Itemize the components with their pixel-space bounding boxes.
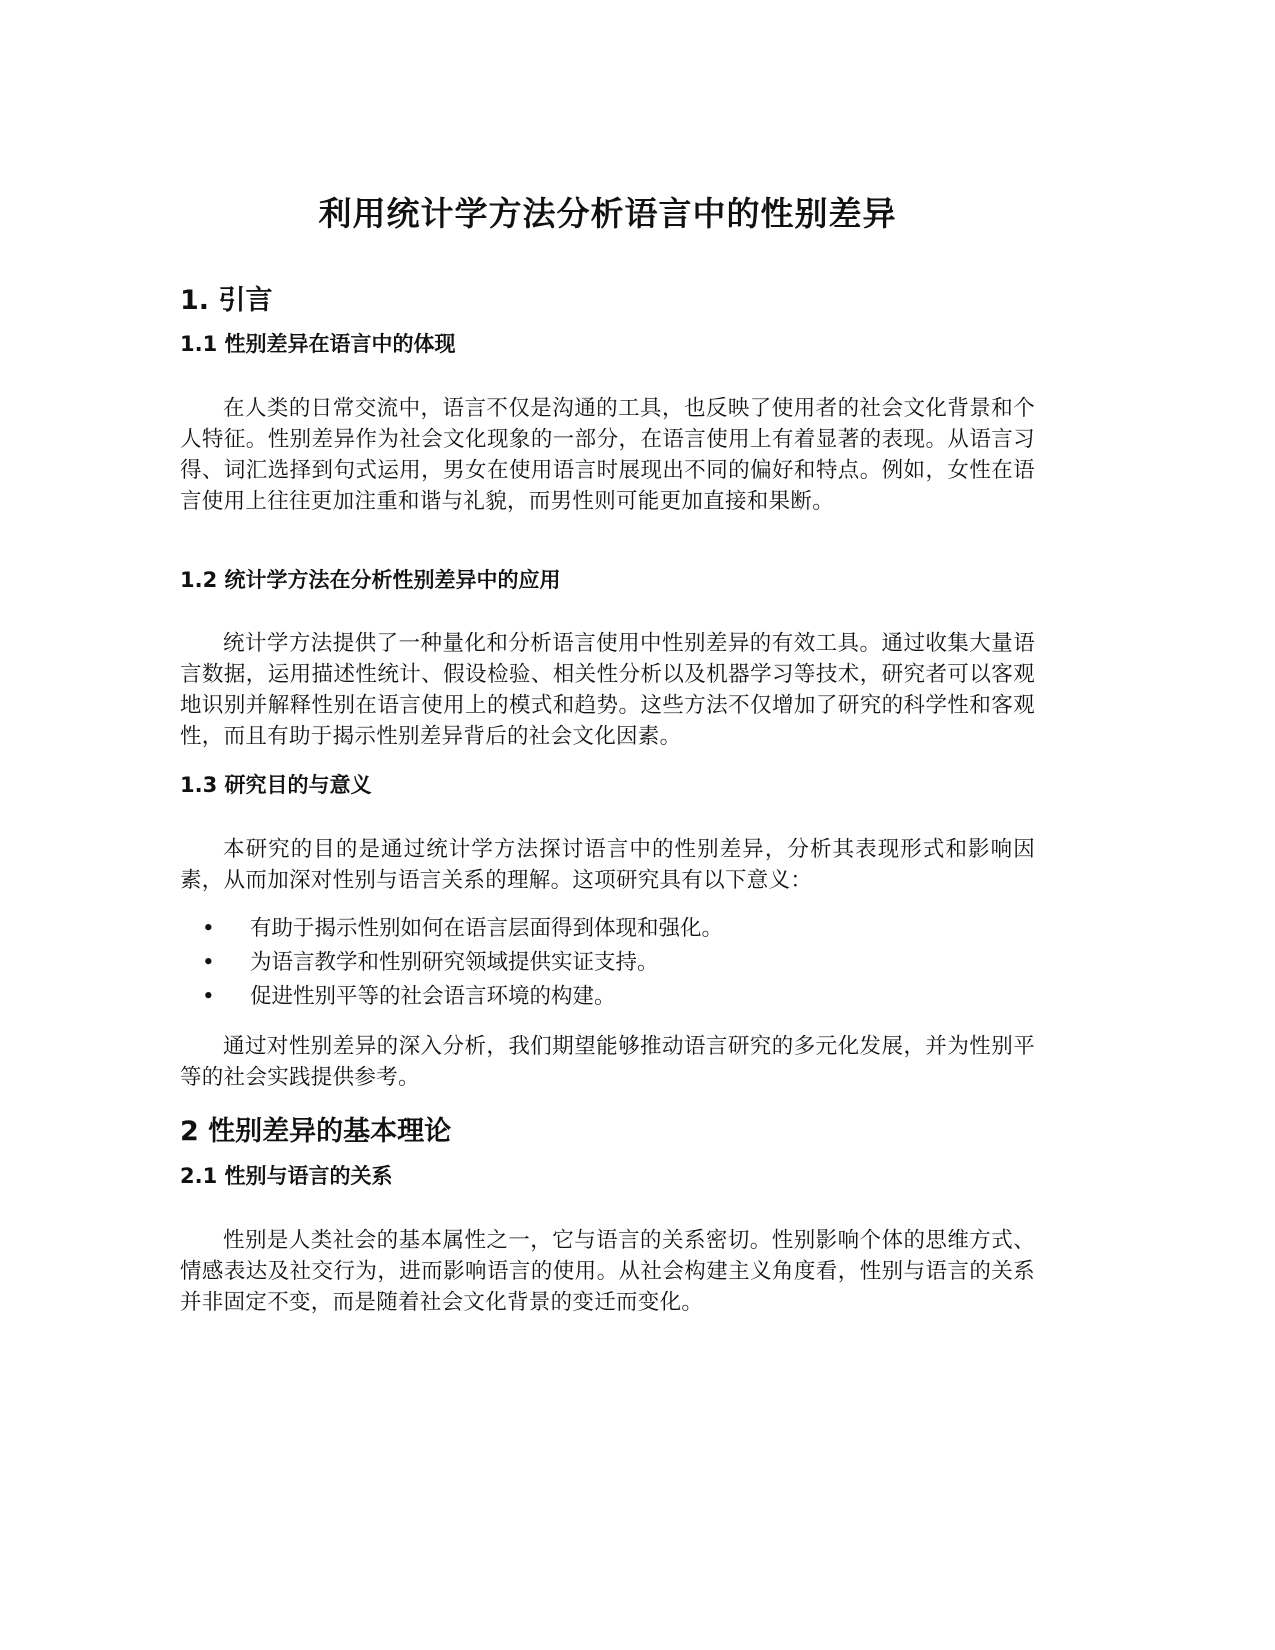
subsection-heading-2-1: 2.1 性别与语言的关系 [180, 1164, 393, 1188]
section-heading-introduction: 1. 引言 [180, 285, 273, 316]
list-item-text: 有助于揭示性别如何在语言层面得到体现和强化。 [250, 916, 724, 941]
document-page [180, 0, 1035, 1650]
section-heading-basic-theory: 2 性别差异的基本理论 [180, 1116, 452, 1147]
document-title: 利用统计学方法分析语言中的性别差异 [318, 194, 897, 233]
paragraph-2-1: 性别是人类社会的基本属性之一，它与语言的关系密切。性别影响个体的思维方式、情感表达及社交行为，进而影响语言的使用。从社会构建主义角度看，性别与语言的关系并非固定不变，而是随着社会文化背景的变迁而变化。 [180, 1228, 1035, 1315]
paragraph-1-3-intro: 本研究的目的是通过统计学方法探讨语言中的性别差异，分析其表现形式和影响因素，从而加深对性别与语言关系的理解。这项研究具有以下意义： [180, 837, 1035, 893]
list-item [180, 946, 1035, 980]
list-item-text: 为语言教学和性别研究领域提供实证支持。 [250, 950, 659, 975]
paragraph-1-2: 统计学方法提供了一种量化和分析语言使用中性别差异的有效工具。通过收集大量语言数据，运用描述性统计、假设检验、相关性分析以及机器学习等技术，研究者可以客观地识别并解释性别在语言使用上的模式和趋势。这些方法不仅增加了研究的科学性和客观性，而且有助于揭示性别差异背后的社会文化因素。 [180, 631, 1035, 749]
bullet-icon: • [202, 950, 215, 975]
subsection-heading-1-1: 1.1 性别差异在语言中的体现 [180, 332, 456, 356]
list-item [180, 912, 1035, 946]
subsection-heading-1-2: 1.2 统计学方法在分析性别差异中的应用 [180, 568, 561, 592]
significance-list [180, 912, 1035, 1014]
list-item [180, 980, 1035, 1014]
bullet-icon: • [202, 916, 215, 941]
subsection-heading-1-3: 1.3 研究目的与意义 [180, 773, 372, 797]
list-item-text: 促进性别平等的社会语言环境的构建。 [250, 984, 616, 1009]
bullet-icon: • [202, 984, 215, 1009]
paragraph-1-3-conclusion: 通过对性别差异的深入分析，我们期望能够推动语言研究的多元化发展，并为性别平等的社会实践提供参考。 [180, 1034, 1035, 1090]
paragraph-1-1: 在人类的日常交流中，语言不仅是沟通的工具，也反映了使用者的社会文化背景和个人特征。性别差异作为社会文化现象的一部分，在语言使用上有着显著的表现。从语言习得、词汇选择到句式运用，男女在使用语言时展现出不同的偏好和特点。例如，女性在语言使用上往往更加注重和谐与礼貌，而男性则可能更加直接和果断。 [180, 396, 1035, 514]
